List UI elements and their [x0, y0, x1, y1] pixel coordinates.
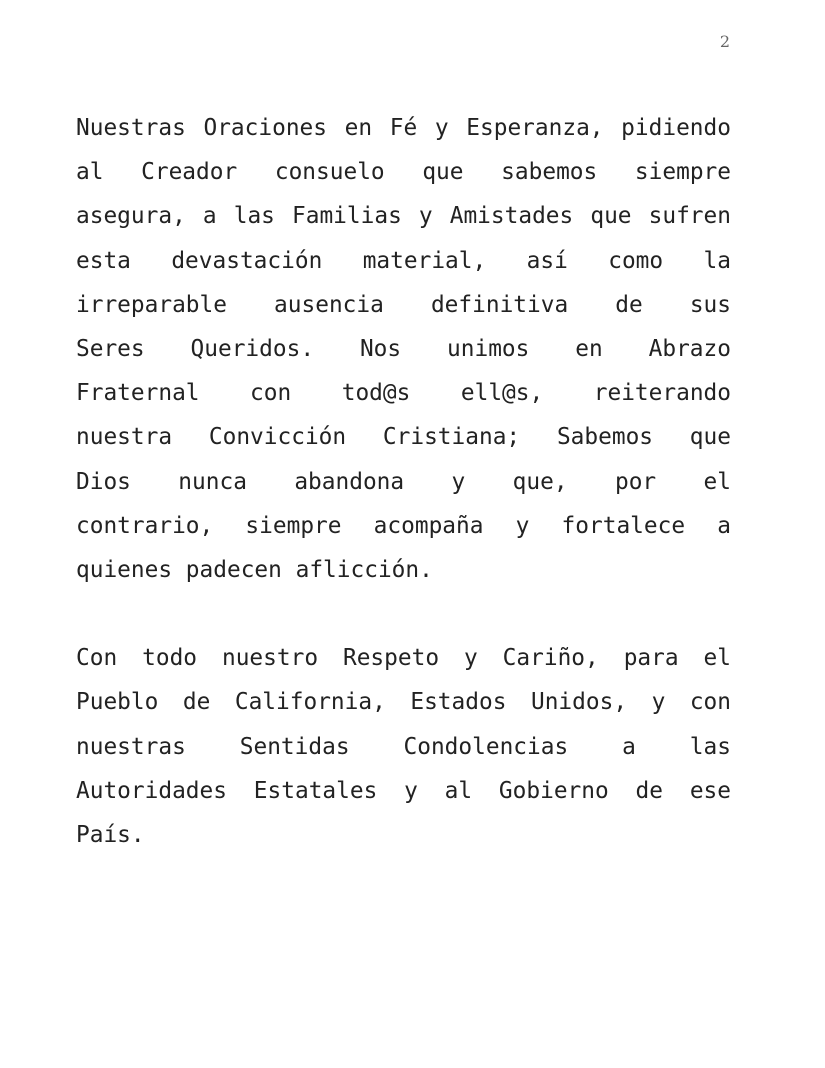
text-line: esta devastación material, así como la	[76, 247, 731, 274]
text-line: al Creador consuelo que sabemos siempre	[76, 159, 731, 186]
text-line: irreparable ausencia definitiva de sus	[76, 291, 731, 318]
paragraph-prayers	[76, 106, 731, 592]
text-line: Pueblo de California, Estados Unidos, y con	[76, 689, 731, 716]
text-line: asegura, a las Familias y Amistades que sufren	[76, 203, 731, 230]
text-line: quienes padecen aflicción.	[76, 556, 433, 583]
page-number: 2	[719, 32, 730, 51]
text-line: Dios nunca abandona y que, por el	[76, 468, 731, 495]
text-line: nuestra Convicción Cristiana; Sabemos que	[76, 424, 731, 451]
text-line: Seres Queridos. Nos unimos en Abrazo	[76, 335, 731, 362]
text-line: nuestras Sentidas Condolencias a las	[76, 733, 731, 760]
text-line: Con todo nuestro Respeto y Cariño, para el	[76, 645, 731, 672]
text-line: Nuestras Oraciones en Fé y Esperanza, pidiendo	[76, 115, 731, 141]
text-line: Autoridades Estatales y al Gobierno de ese	[76, 777, 731, 804]
paragraph-condolences	[76, 636, 731, 857]
text-line: contrario, siempre acompaña y fortalece a	[76, 512, 731, 539]
text-line: Fraternal con tod@s ell@s, reiterando	[76, 380, 731, 407]
document-body	[76, 106, 731, 857]
paragraph-spacer	[76, 592, 731, 636]
text-line: País.	[76, 822, 145, 848]
